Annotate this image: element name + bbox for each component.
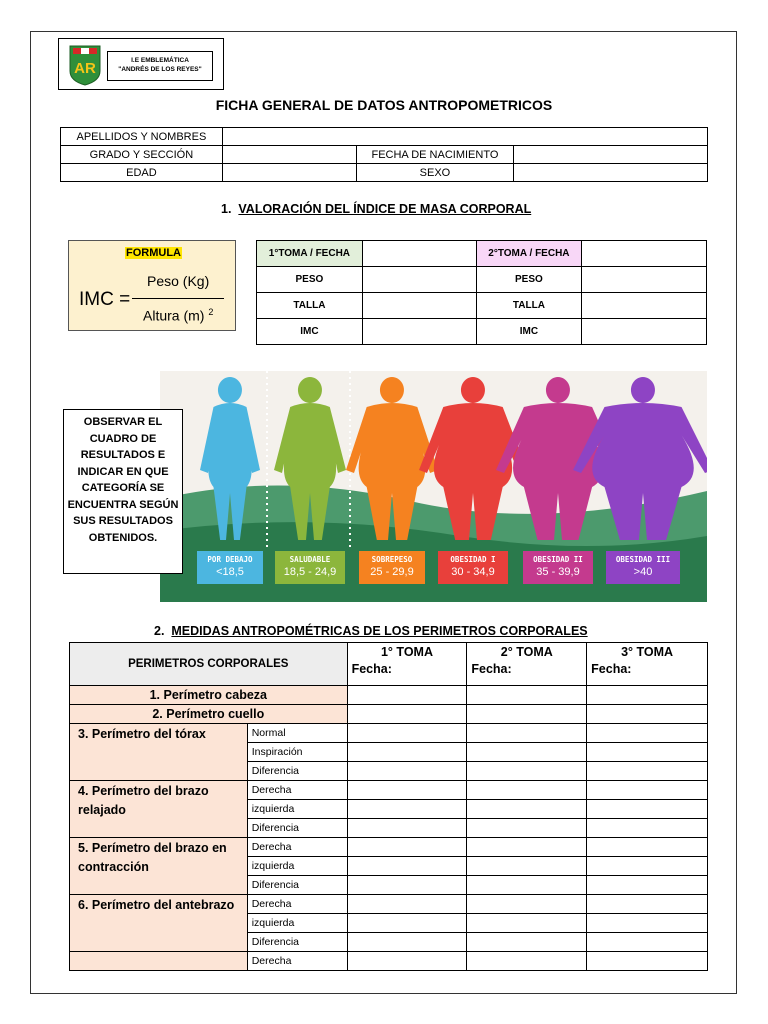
- bmi-category-label-5: [523, 551, 593, 584]
- take1-date-field[interactable]: [362, 241, 476, 267]
- talla-label-1: TALLA: [257, 293, 363, 319]
- imc-table: [256, 240, 707, 345]
- names-field[interactable]: [222, 128, 707, 146]
- head-take2-field[interactable]: [467, 686, 587, 705]
- measurement-field[interactable]: [467, 838, 587, 857]
- perimeter-group-label: 6. Perímetro del antebrazo: [70, 895, 248, 952]
- bmi-category-name: SALUDABLE: [289, 555, 331, 564]
- formula-divider: [132, 298, 224, 299]
- formula-denominator: Altura (m) $^2$: [143, 307, 214, 324]
- section2-number: 2.: [154, 624, 165, 638]
- peso-label-2: PESO: [476, 267, 582, 293]
- imc-field-2[interactable]: [582, 319, 707, 345]
- measurement-field[interactable]: [347, 743, 467, 762]
- grade-label: GRADO Y SECCIÓN: [61, 146, 223, 164]
- grade-field[interactable]: [222, 146, 356, 164]
- bmi-categories-chart: [160, 371, 707, 602]
- age-field[interactable]: [222, 164, 356, 182]
- take2-date-field[interactable]: [582, 241, 707, 267]
- bmi-category-name: OBESIDAD III: [615, 555, 671, 564]
- measurement-field[interactable]: [587, 895, 708, 914]
- svg-text:AR: AR: [74, 60, 96, 77]
- measurement-field[interactable]: [467, 895, 587, 914]
- measurement-field[interactable]: [467, 724, 587, 743]
- perimeter-group-label: 4. Perímetro del brazo relajado: [70, 781, 248, 838]
- personal-data-table: [60, 127, 708, 182]
- take3-title: 3° TOMA: [587, 643, 708, 662]
- take1-date: Fecha:: [347, 662, 467, 686]
- school-name-line2: "ANDRÉS DE LOS REYES": [118, 66, 202, 73]
- table-row: [70, 724, 708, 743]
- measurement-field[interactable]: [587, 933, 708, 952]
- talla-field-1[interactable]: [362, 293, 476, 319]
- sex-field[interactable]: [514, 164, 708, 182]
- bmi-category-label-4: [438, 551, 508, 584]
- bmi-instruction-note: OBSERVAR EL CUADRO DE RESULTADOS E INDICAR EN QUE CATEGORÍA SE ENCUENTRA SEGÚN SUS RESULTADOS OBTENIDOS.: [63, 409, 183, 574]
- measurement-field[interactable]: [347, 724, 467, 743]
- measurement-field[interactable]: [467, 800, 587, 819]
- bmi-category-name: OBESIDAD II: [533, 555, 583, 564]
- section1-title: [221, 202, 531, 216]
- measurement-field[interactable]: [467, 819, 587, 838]
- school-logo-box: [58, 38, 224, 90]
- neck-perimeter-label: 2. Perímetro cuello: [70, 705, 348, 724]
- neck-take3-field[interactable]: [587, 705, 708, 724]
- measurement-field[interactable]: [467, 876, 587, 895]
- measurement-field[interactable]: [347, 800, 467, 819]
- bmi-figure-6-icon: [563, 375, 707, 545]
- head-take3-field[interactable]: [587, 686, 708, 705]
- bmi-category-range: 30 - 34,9: [451, 566, 495, 578]
- measurement-field[interactable]: [587, 724, 708, 743]
- take1-header: 1°TOMA / FECHA: [257, 241, 363, 267]
- table-row: [70, 838, 708, 857]
- section1-title-text: VALORACIÓN DEL ÍNDICE DE MASA CORPORAL: [238, 202, 532, 216]
- head-perimeter-label: 1. Perímetro cabeza: [70, 686, 348, 705]
- talla-field-2[interactable]: [582, 293, 707, 319]
- measurement-field[interactable]: [467, 933, 587, 952]
- measurement-field[interactable]: [347, 876, 467, 895]
- imc-label-1: IMC: [257, 319, 363, 345]
- school-crest-icon: [67, 43, 103, 87]
- measurement-field[interactable]: [347, 762, 467, 781]
- measurement-field[interactable]: [467, 762, 587, 781]
- measurement-field[interactable]: [587, 800, 708, 819]
- measurement-field[interactable]: [587, 762, 708, 781]
- peso-field-1[interactable]: [362, 267, 476, 293]
- take2-date: Fecha:: [467, 662, 587, 686]
- measurement-field[interactable]: [587, 876, 708, 895]
- bmi-category-label-1: [197, 551, 263, 584]
- formula-label: FORMULA: [126, 247, 181, 259]
- formula-box: [68, 240, 236, 331]
- bmi-category-range: 18,5 - 24,9: [283, 566, 337, 578]
- measurement-field[interactable]: [587, 838, 708, 857]
- school-name-line1: I.E EMBLEMÁTICA: [131, 57, 189, 64]
- measurement-field[interactable]: [467, 952, 587, 971]
- table-row: [70, 952, 708, 971]
- measurement-field[interactable]: [347, 914, 467, 933]
- bmi-category-range: 25 - 29,9: [370, 566, 414, 578]
- table-row: [70, 895, 708, 914]
- measurement-field[interactable]: [467, 857, 587, 876]
- formula-numerator: Peso (Kg): [147, 273, 210, 289]
- bmi-category-label-3: [359, 551, 425, 584]
- measurement-field[interactable]: [587, 857, 708, 876]
- perimeter-sub-label: Diferencia: [247, 762, 347, 781]
- measurement-field[interactable]: [347, 857, 467, 876]
- imc-field-1[interactable]: [362, 319, 476, 345]
- measurement-field[interactable]: [347, 952, 467, 971]
- measurement-field[interactable]: [467, 743, 587, 762]
- bmi-category-range: 35 - 39,9: [536, 566, 580, 578]
- perimeter-group-label: 3. Perímetro del tórax: [70, 724, 248, 781]
- perimeter-sub-label: Diferencia: [247, 876, 347, 895]
- perimeter-sub-label: Inspiración: [247, 743, 347, 762]
- sex-label: SEXO: [356, 164, 514, 182]
- formula-imc: IMC =: [79, 289, 131, 310]
- names-label: APELLIDOS Y NOMBRES: [61, 128, 223, 146]
- measurement-field[interactable]: [347, 781, 467, 800]
- perimeter-sub-label: Derecha: [247, 952, 347, 971]
- bmi-category-name: POR DEBAJO: [207, 555, 253, 564]
- section2-title: [154, 624, 588, 638]
- head-take1-field[interactable]: [347, 686, 467, 705]
- take2-title: 2° TOMA: [467, 643, 587, 662]
- imc-label-2: IMC: [476, 319, 582, 345]
- perimeter-sub-label: izquierda: [247, 800, 347, 819]
- neck-take2-field[interactable]: [467, 705, 587, 724]
- measurement-field[interactable]: [587, 743, 708, 762]
- perimeter-sub-label: izquierda: [247, 914, 347, 933]
- talla-label-2: TALLA: [476, 293, 582, 319]
- page-title: FICHA GENERAL DE DATOS ANTROPOMETRICOS: [215, 97, 553, 113]
- take3-date: Fecha:: [587, 662, 708, 686]
- measurement-field[interactable]: [587, 914, 708, 933]
- perimeter-sub-label: Derecha: [247, 838, 347, 857]
- bmi-category-name: SOBREPESO: [371, 555, 413, 564]
- birth-label: FECHA DE NACIMIENTO: [356, 146, 514, 164]
- take1-title: 1° TOMA: [347, 643, 467, 662]
- section2-title-text: MEDIDAS ANTROPOMÉTRICAS DE LOS PERIMETROS CORPORALES: [171, 624, 588, 638]
- perimeter-sub-label: Diferencia: [247, 933, 347, 952]
- measurement-field[interactable]: [347, 819, 467, 838]
- perimeter-sub-label: Normal: [247, 724, 347, 743]
- perimeter-sub-label: Diferencia: [247, 819, 347, 838]
- perimeters-header: PERIMETROS CORPORALES: [70, 643, 348, 686]
- perimeter-group-label: [70, 952, 248, 971]
- perimeter-group-label: 5. Perímetro del brazo en contracción: [70, 838, 248, 895]
- measurement-field[interactable]: [467, 914, 587, 933]
- measurement-field[interactable]: [587, 952, 708, 971]
- bmi-category-label-2: [275, 551, 345, 584]
- school-name: [107, 51, 213, 81]
- bmi-category-range: <18,5: [216, 566, 244, 578]
- peso-label-1: PESO: [257, 267, 363, 293]
- neck-take1-field[interactable]: [347, 705, 467, 724]
- birth-field[interactable]: [514, 146, 708, 164]
- bmi-category-label-6: [606, 551, 680, 584]
- bmi-category-name: OBESIDAD I: [450, 555, 496, 564]
- bmi-figure-1-icon: [190, 375, 270, 545]
- perimeter-sub-label: Derecha: [247, 781, 347, 800]
- perimeter-sub-label: Derecha: [247, 895, 347, 914]
- peso-field-2[interactable]: [582, 267, 707, 293]
- bmi-category-range: >40: [633, 566, 653, 578]
- measurement-field[interactable]: [347, 933, 467, 952]
- measurement-field[interactable]: [587, 781, 708, 800]
- perimeters-table: [69, 642, 708, 971]
- measurement-field[interactable]: [467, 781, 587, 800]
- perimeter-sub-label: izquierda: [247, 857, 347, 876]
- table-row: [70, 781, 708, 800]
- section1-number: 1.: [221, 202, 232, 216]
- age-label: EDAD: [61, 164, 223, 182]
- measurement-field[interactable]: [347, 895, 467, 914]
- measurement-field[interactable]: [347, 838, 467, 857]
- measurement-field[interactable]: [587, 819, 708, 838]
- take2-header: 2°TOMA / FECHA: [476, 241, 582, 267]
